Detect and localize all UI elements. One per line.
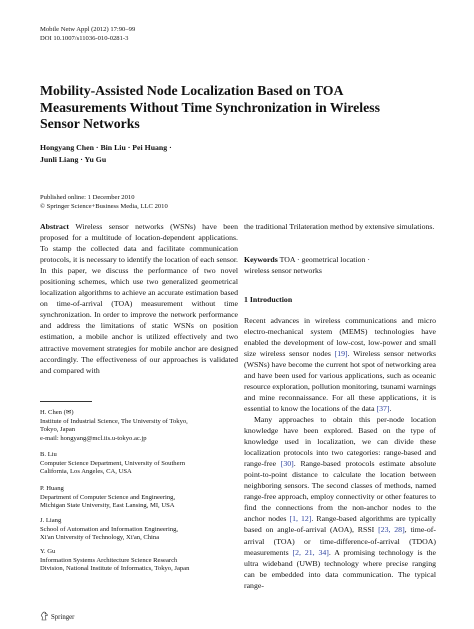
- affiliation-liu: [40, 451, 250, 477]
- affiliation-line: Michigan State University, East Lansing, MI, USA: [40, 502, 175, 509]
- intro-p2-text-a: Many approaches to obtain this per-node location knowledge have been explored. Based on the type of knowledge used in localization, we can divide these localization protocols into two categories: range-based and range-free: [244, 415, 436, 469]
- intro-p2-text-c: . Range-based algorithms are typically based on angle-of-arrival (AOA), RSSI: [244, 514, 436, 535]
- citation-link[interactable]: [37]: [376, 404, 390, 414]
- affiliation-line: School of Automation and Information Engineering,: [40, 525, 179, 533]
- footnote-rule: [40, 401, 92, 402]
- citation-link[interactable]: [1, 12]: [289, 514, 312, 524]
- intro-p1-text-c: .: [389, 404, 392, 414]
- intro-p1-text-a: Recent advances in wireless communications and micro electro-mechanical system (MEMS) technologies have enabled the development of low-cost, low-power and small size wireless sensor nodes: [244, 316, 436, 359]
- affiliation-line: Tokyo, Japan: [40, 426, 76, 433]
- doi: DOI 10.1007/s11036-010-0281-3: [40, 35, 129, 42]
- affiliation-line: Division, National Institute of Informatics, Tokyo, Japan: [40, 565, 190, 572]
- journal-info: [40, 25, 135, 43]
- abstract-text: Wireless sensor networks (WSNs) have been proposed for a multitude of location-dependent applications. To stamp the collected data and facilitate communication protocols, it is necessary to identify the location of each sensor. In this paper, we discuss the performance of two novel positioning schemes, which use two generalized geometrical localization algorithms to achieve an accurate estimation based on time-of-arrival (TOA) measurement without time synchronization. In order to improve the network performance and address the limitations of static WSNs on position estimation, a mobile anchor is utilized effectively and two attractive movement strategies for mobile anchor are designed accordingly. The effectiveness of our approaches is validated and compared with: [40, 222, 238, 375]
- paper-title: [40, 83, 440, 133]
- title-line-1: Mobility-Assisted Node Localization Based on TOA: [40, 83, 344, 98]
- abstract: [40, 221, 238, 376]
- citation-link[interactable]: [2, 21, 34]: [292, 547, 329, 557]
- affiliation-gu: [40, 548, 255, 574]
- published-date: Published online: 1 December 2010: [40, 194, 135, 201]
- affiliation-line: Xi'an University of Technology, Xi'an, China: [40, 534, 160, 541]
- section-heading: 1 Introduction: [244, 295, 293, 304]
- author-list: [40, 142, 340, 165]
- journal-citation: Mobile Netw Appl (2012) 17:90–99: [40, 26, 136, 33]
- title-line-3: Sensor Networks: [40, 116, 140, 132]
- affiliation-name: H. Chen (✉): [40, 409, 74, 416]
- citation-link[interactable]: [23, 28]: [378, 525, 405, 535]
- keywords-label: Keywords: [244, 255, 278, 264]
- affiliation-line: Department of Computer Science and Engineering,: [40, 493, 176, 501]
- abstract-continued: [244, 221, 436, 232]
- affiliation-line: California, Los Angeles, CA, USA: [40, 468, 132, 475]
- authors-line-1: Hongyang Chen · Bin Liu · Pei Huang ·: [40, 143, 172, 152]
- affiliation-chen: [40, 409, 250, 443]
- affiliation-huang: [40, 485, 250, 511]
- affiliation-line: Computer Science Department, University of Southern: [40, 459, 186, 467]
- citation-link[interactable]: [19]: [334, 349, 348, 359]
- citation-link[interactable]: [30]: [280, 459, 294, 469]
- intro-p2-text-e: . A promising technology is the ultra wideband (UWB) technology where precise ranging can be embedded into data communication. The typical range-: [244, 547, 436, 590]
- introduction-paragraph-1: [244, 315, 436, 414]
- affiliation-line: Institute of Industrial Science, The University of Tokyo,: [40, 417, 188, 425]
- affiliation-name: B. Liu: [40, 451, 57, 458]
- publisher-logo: [40, 611, 74, 622]
- affiliation-name: P. Huang: [40, 485, 64, 492]
- affiliation-email: e-mail: hongyang@mcl.iis.u-tokyo.ac.jp: [40, 434, 147, 442]
- affiliation-name: Y. Gu: [40, 548, 56, 555]
- introduction-paragraph-2: [244, 414, 436, 591]
- abstract-label: Abstract: [40, 222, 70, 231]
- authors-line-2: Junli Liang · Yu Gu: [40, 154, 107, 164]
- affiliation-name: J. Liang: [40, 517, 62, 524]
- publisher-name: Springer: [51, 614, 75, 621]
- affiliation-liang: [40, 517, 250, 543]
- publication-info: [40, 193, 168, 211]
- title-line-2: Measurements Without Time Synchronization in Wireless: [40, 99, 380, 115]
- intro-p1-text-b: . Wireless sensor networks (WSNs) have become the current hot spot of networking area and have been used for various applications, such as oceanic resource exploration, pollution monitoring, tsunami warnings and mine reconnaissance. For all these applications, it is essential to know the locations of the data: [244, 349, 436, 414]
- springer-horse-icon: [40, 611, 49, 621]
- copyright: © Springer Science+Business Media, LLC 2010: [40, 203, 168, 210]
- intro-p2-text-d: , time-of-arrival (TOA) or time-difference-of-arrival (TDOA) measurements: [244, 525, 436, 557]
- abstract-continued-text: the traditional Trilateration method by extensive simulations.: [244, 222, 435, 231]
- keywords-line-1: TOA · geometrical location ·: [279, 255, 370, 264]
- affiliation-line: Information Systems Architecture Science Research: [40, 556, 178, 564]
- keywords-line-2: wireless sensor networks: [244, 266, 322, 276]
- keywords: [244, 254, 436, 276]
- intro-p2-text-b: . Range-based protocols estimate absolute point-to-point distance to calculate the location between neighboring sensors. The second classes of methods, named range-free approach, employ connectivity or other features to find the connections from the non-anchor nodes to the anchor nodes: [244, 459, 436, 524]
